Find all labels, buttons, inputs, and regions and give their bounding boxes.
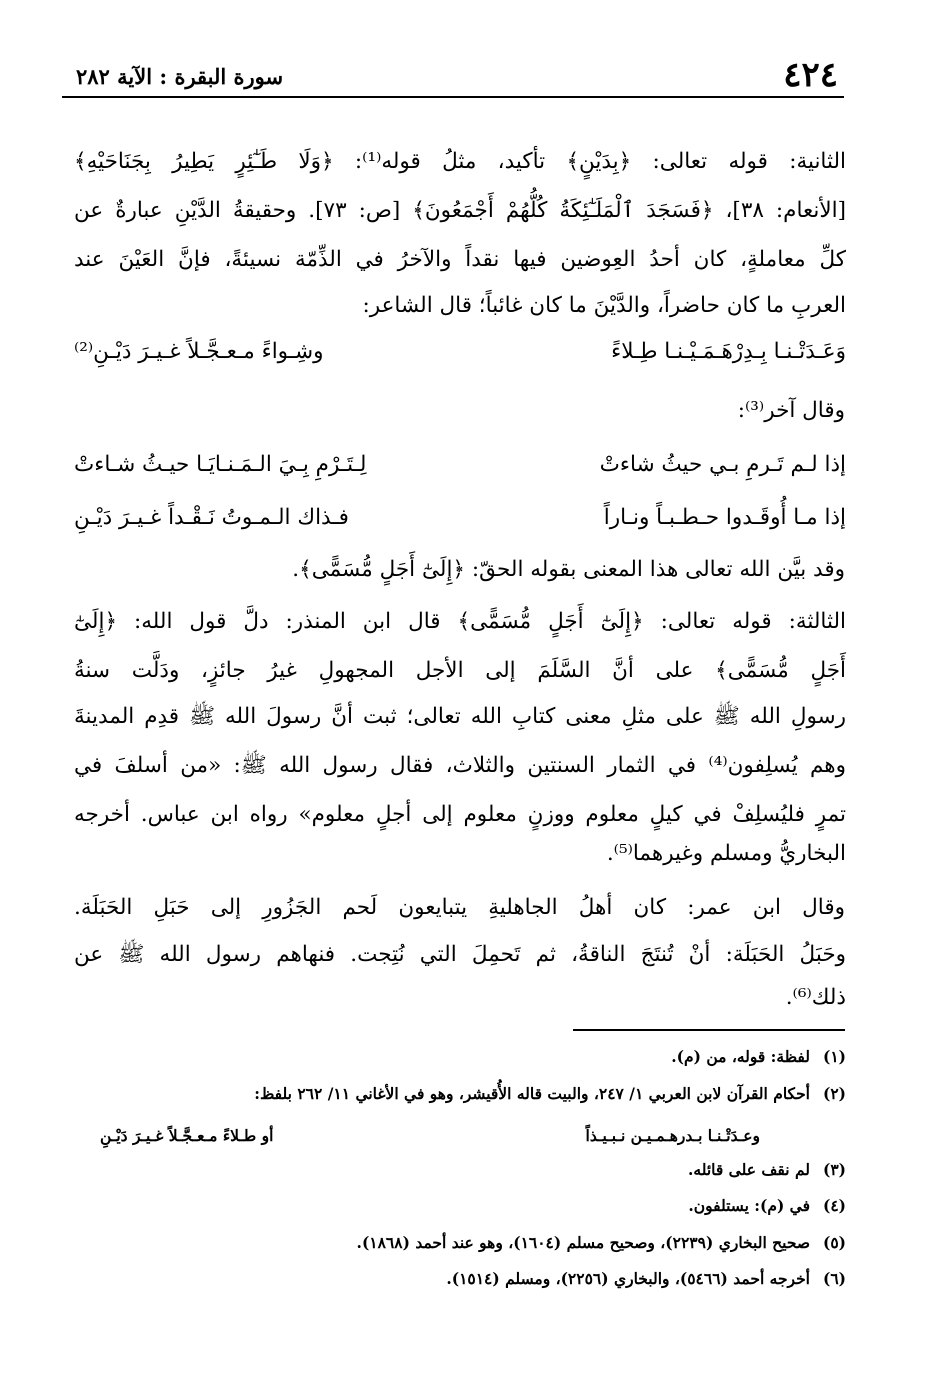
footnote-number: (١) xyxy=(822,1047,846,1066)
footnote-number: (٤) xyxy=(822,1196,846,1215)
footnote-text: لفظة: قوله، من (م). xyxy=(671,1047,810,1066)
body-line: العربِ ما كان حاضراً، والدَّيْنَ ما كان غائباً؛ قال الشاعر: xyxy=(362,293,846,318)
footnote xyxy=(74,1044,846,1070)
footnote-number: (٢) xyxy=(822,1084,846,1103)
surah-info: سورة البقرة : الآية ٢٨٢ xyxy=(76,64,284,89)
verse-intro: وقال آخر⁽³⁾: xyxy=(737,398,845,423)
footnote-text: أخرجه أحمد (٥٤٦٦)، والبخاري (٢٢٥٦)، ومسلم (١٥١٤). xyxy=(446,1269,810,1288)
verse-hemistich-left: فـذاك الـمـوتُ نَـقْـداً غـيـرَ دَيْـنِ xyxy=(74,505,349,530)
verse-hemistich-right: إذا لـم تَـرمِ بـي حيثُ شاءتْ xyxy=(599,452,846,477)
poem-verse xyxy=(74,445,846,489)
poem-verse xyxy=(74,498,846,542)
footnote-number: (٦) xyxy=(822,1269,846,1288)
footnote-divider xyxy=(573,1029,845,1031)
footnote xyxy=(74,1081,846,1107)
footnote xyxy=(74,1157,846,1183)
page-number: ٤٢٤ xyxy=(783,55,838,95)
body-line: كلِّ معاملةٍ، كان أحدُ العِوضين فيها نقداً والآخرُ في الذِّمّة نسيئةً، فإنَّ العَيْنَ عند xyxy=(74,247,846,272)
footnote-verse xyxy=(100,1123,760,1149)
body-line: [الأنعام: ٣٨]، ﴿فَسَجَدَ ٱلْمَلَـٰٓئِكَةُ كُلُّهُمْ أَجْمَعُونَ﴾ [ص: ٧٣]. وحقيقةُ الدَّيْنِ عبارةٌ عن xyxy=(74,198,847,223)
verse-hemistich-left: وشِـواءً مـعـجَّـلاً غـيـرَ دَيْـنِ⁽²⁾ xyxy=(74,339,324,364)
poem-verse xyxy=(74,332,846,376)
body-line: البخاريُّ ومسلم وغيرهما⁽⁵⁾. xyxy=(606,841,846,866)
body-line: وحَبَلُ الحَبَلَة: أنْ تُنتَجَ الناقةُ، ثم تَحمِلَ التي نُتِجت. فنهاهم رسول الله ﷺ عن xyxy=(74,942,846,967)
footnote-number: (٥) xyxy=(822,1233,846,1252)
footnote xyxy=(74,1266,846,1292)
verse-hemistich-left: لِـتَـرْمِ بِـيَ الـمَـنـايَـا حيـثُ شـاءتْ xyxy=(74,452,367,477)
header-divider xyxy=(62,96,844,98)
body-line: أَجَلٍ مُّسَمًّى﴾ على أنَّ السَّلَمَ إلى الأجل المجهولِ غيرُ جائزٍ، ودَلَّت سنةُ xyxy=(74,658,846,683)
body-line: تمرٍ فليُسلِفْ في كيلٍ معلوم ووزنٍ معلوم إلى أجلٍ معلوم» رواه ابن عباس. أخرجه xyxy=(74,802,846,827)
footnote-text: لم نقف على قائله. xyxy=(687,1160,810,1179)
footnote-text: أحكام القرآن لابن العربي ١/ ٢٤٧، والبيت قاله الأُقيشر، وهو في الأغاني ١١/ ٢٦٢ بلفظ: xyxy=(254,1084,810,1103)
footnote xyxy=(74,1230,846,1256)
verse-hemistich-right: وعـدَتْـنـا بـدرهـمـيـن نـبـيـذاً xyxy=(585,1126,760,1145)
body-line: وقد بيَّن الله تعالى هذا المعنى بقوله الحقّ: ﴿إِلَىٰٓ أَجَلٍ مُّسَمًّى﴾. xyxy=(292,557,845,582)
page-header xyxy=(62,55,844,101)
verse-hemistich-right: وَعَـدَتْـنـا بِـدِرْهَـمَـيْـنـا طِـلاءً xyxy=(611,339,846,364)
body-line: الثانية: قوله تعالى: ﴿بِدَيْنٍ﴾ تأكيد، مثلُ قوله⁽¹⁾: ﴿وَلَا طَـٰٓئِرٍ يَطِيرُ بِجَنَاحَيْهِ﴾ xyxy=(74,149,846,174)
verse-hemistich-right: إذا مـا أُوقَـدوا حـطـبـاً ونـاراً xyxy=(603,505,846,530)
body-line: وهم يُسلِفون⁽⁴⁾ في الثمار السنتين والثلاث، فقال رسول الله ﷺ: «من أسلفَ في xyxy=(74,753,846,778)
footnote-text: صحيح البخاري (٢٢٣٩)، وصحيح مسلم (١٦٠٤)، وهو عند أحمد (١٨٦٨). xyxy=(356,1233,810,1252)
body-line: وقال ابن عمر: كان أهلُ الجاهليةِ يتبايعون لَحم الجَزُورِ إلى حَبَلِ الحَبَلَة. xyxy=(74,895,845,920)
footnote xyxy=(74,1193,846,1219)
body-line: الثالثة: قوله تعالى: ﴿إِلَىٰٓ أَجَلٍ مُّسَمًّى﴾ قال ابن المنذر: دلَّ قول الله: ﴿إِلَىٰٓ xyxy=(74,609,846,634)
footnote-number: (٣) xyxy=(822,1160,846,1179)
verse-hemistich-left: أو طـلاءً مـعـجَّـلاً غـيـرَ دَيْـنِ xyxy=(100,1126,274,1145)
body-line: ذلك⁽⁶⁾. xyxy=(785,985,846,1010)
footnote-text: في (م): يستلفون. xyxy=(688,1196,810,1215)
body-line: رسولِ الله ﷺ على مثلِ معنى كتابِ الله تعالى؛ ثبت أنَّ رسولَ الله ﷺ قدِم المدينةَ xyxy=(74,704,846,729)
